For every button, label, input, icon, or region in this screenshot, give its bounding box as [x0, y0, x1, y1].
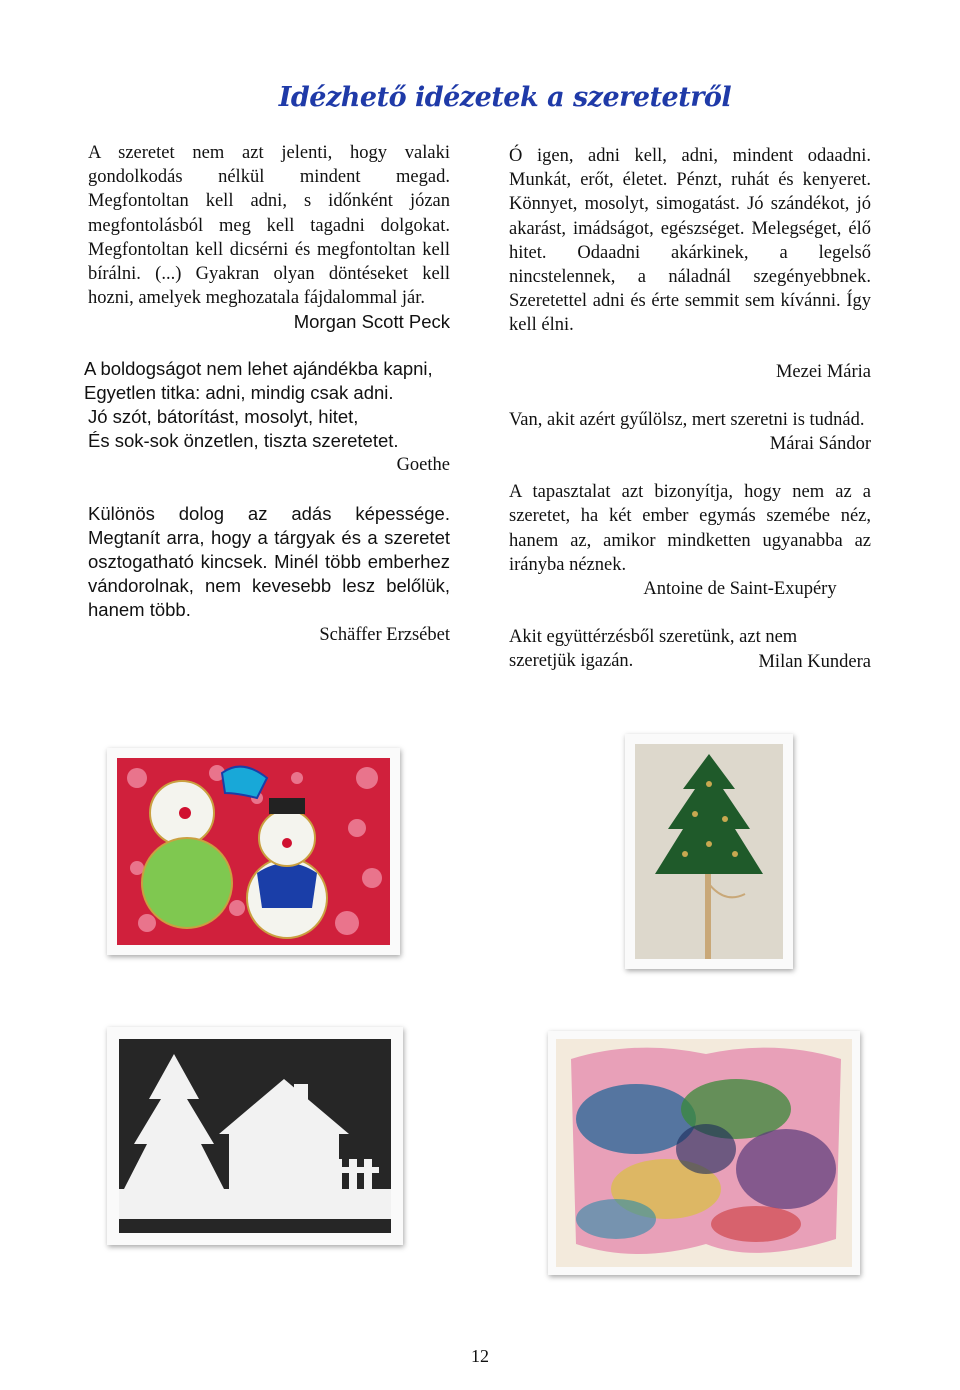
snowmen-glass-painting-icon — [117, 758, 390, 945]
author-kundera: Milan Kundera — [758, 651, 871, 672]
page-number: 12 — [471, 1346, 489, 1366]
quote-schaffer: Különös dolog az adás képessége. Megtanít arra, hogy a tárgyak és a szeretet osztogatható kincsek. Minél több emberhez vándorolnak, nem kevesebb lesz belőlük, hanem több. — [88, 502, 450, 621]
goethe-line-3: Jó szót, bátorítást, mosolyt, hitet, — [88, 406, 359, 428]
quote-kundera-text: Akit együttérzésből szeretünk, azt nem szeretjük igazán. — [509, 627, 798, 672]
left-column — [84, 141, 450, 647]
quote-peck: A szeretet nem azt jelenti, hogy valaki gondolkodás nélkül mindent megad. Megfontoltan kell adni, s időnként józan megfontolásból meg kell tagadni dolgokat. Megfontoltan kell dicsérni és megfontoltan kell bírálni. (...) Gyakran olyan döntéseket kell hozni, amelyek meghozatala fájdalommal jár. — [88, 143, 450, 309]
watercolor-painting-icon — [556, 1039, 852, 1267]
felt-christmas-tree-icon — [635, 744, 783, 959]
page-title: Idézhető idézetek a szeretetről — [278, 82, 732, 113]
goethe-line-1: A boldogságot nem lehet ajándékba kapni, — [84, 357, 433, 379]
photo-watercolor — [548, 1031, 860, 1275]
author-schaffer: Schäffer Erzsébet — [319, 624, 450, 645]
paper-cut-tree-house-icon — [119, 1039, 391, 1233]
photo-felt-tree — [625, 734, 793, 969]
quote-exupery: A tapasztalat azt bizonyítja, hogy nem az a szeretet, ha két ember egymás szemébe néz, hanem az, amikor mindketten ugyanabba az irányba néznek. — [509, 482, 871, 575]
author-peck: Morgan Scott Peck — [293, 311, 450, 333]
photo-paper-cut — [107, 1027, 403, 1245]
author-exupery: Antoine de Saint-Exupéry — [643, 579, 837, 600]
author-goethe: Goethe — [396, 455, 450, 476]
photo-snowmen — [107, 748, 400, 955]
author-mezei: Mezei Mária — [775, 361, 871, 382]
goethe-line-4: És sok-sok önzetlen, tiszta szeretetet. — [88, 430, 399, 452]
right-column — [509, 144, 871, 674]
quote-marai: Van, akit azért gyűlölsz, mert szeretni is tudnád. — [509, 409, 865, 430]
quote-mezei: Ó igen, adni kell, adni, mindent odaadni. Munkát, erőt, életet. Pénzt, ruhát és kenyeret. Könnyet, mosolyt, simogatást. Jó szándékot, jó akarást, imádságot, egészséget. Melegséget, élő hitet. Odaadni akárkinek, a legelső nincstelennek, a náladnál szegényebbnek. Szeretettel adni és érte semmit sem kívánni. Így kell élni. — [509, 146, 871, 336]
author-marai: Márai Sándor — [769, 434, 871, 455]
goethe-line-2: Egyetlen titka: adni, mindig csak adni. — [84, 381, 394, 403]
